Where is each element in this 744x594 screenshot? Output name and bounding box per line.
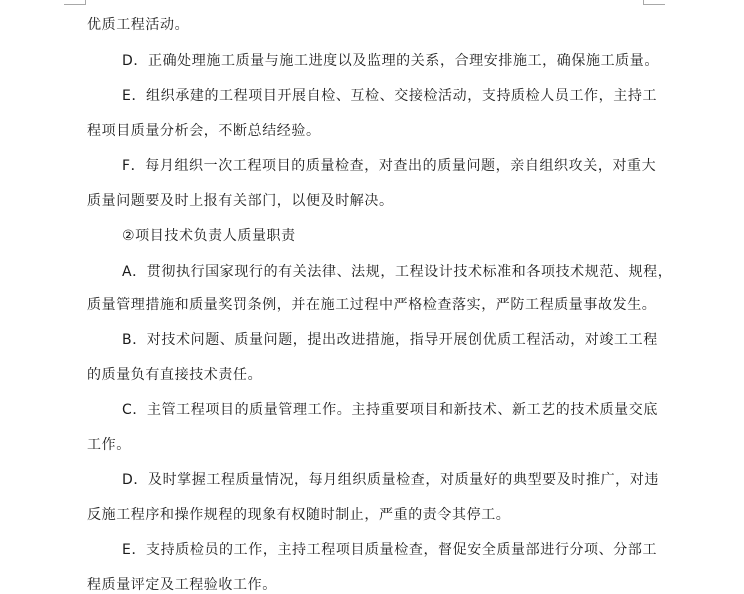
text-line: 质量管理措施和质量奖罚条例，并在施工过程中严格检查落实，严防工程质量事故发生。 [87,297,657,313]
paragraph-a-first-line: A．贯彻执行国家现行的有关法律、法规，工程设计技术标准和各项技术规范、规程， [122,264,673,280]
paragraph-d-first-line: D．正确处理施工质量与施工进度以及监理的关系，合理安排施工，确保施工质量。 [122,53,659,69]
text-line: 反施工程序和操作规程的现象有权随时制止，严重的责令其停工。 [87,507,511,523]
section-heading: ②项目技术负责人质量职责 [122,228,296,244]
paragraph-b-first-line: B．对技术问题、质量问题，提出改进措施，指导开展创优质工程活动，对竣工工程 [122,332,658,348]
text-line: 优质工程活动。 [87,17,190,33]
paragraph-f-first-line: F．每月组织一次工程项目的质量检查，对查出的质量问题，亲自组织攻关，对重大 [122,158,657,174]
paragraph-d2-first-line: D．及时掌握工程质量情况，每月组织质量检查，对质量好的典型要及时推广，对违 [122,472,659,488]
text-line: 程质量评定及工程验收工作。 [87,577,277,593]
paragraph-c-first-line: C．主管工程项目的质量管理工作。主持重要项目和新技术、新工艺的技术质量交底 [122,402,658,418]
left-margin-corner-mark [64,0,86,5]
paragraph-e2-first-line: E．支持质检员的工作，主持工程项目质量检查，督促安全质量部进行分项、分部工 [122,542,658,558]
text-line: 的质量负有直接技术责任。 [87,367,263,383]
paragraph-e-first-line: E．组织承建的工程项目开展自检、互检、交接检活动，支持质检人员工作，主持工 [122,88,658,104]
right-margin-corner-mark [643,0,665,5]
text-line: 工作。 [87,437,131,453]
text-line: 程项目质量分析会，不断总结经验。 [87,123,321,139]
text-line: 质量问题要及时上报有关部门，以便及时解决。 [87,193,394,209]
